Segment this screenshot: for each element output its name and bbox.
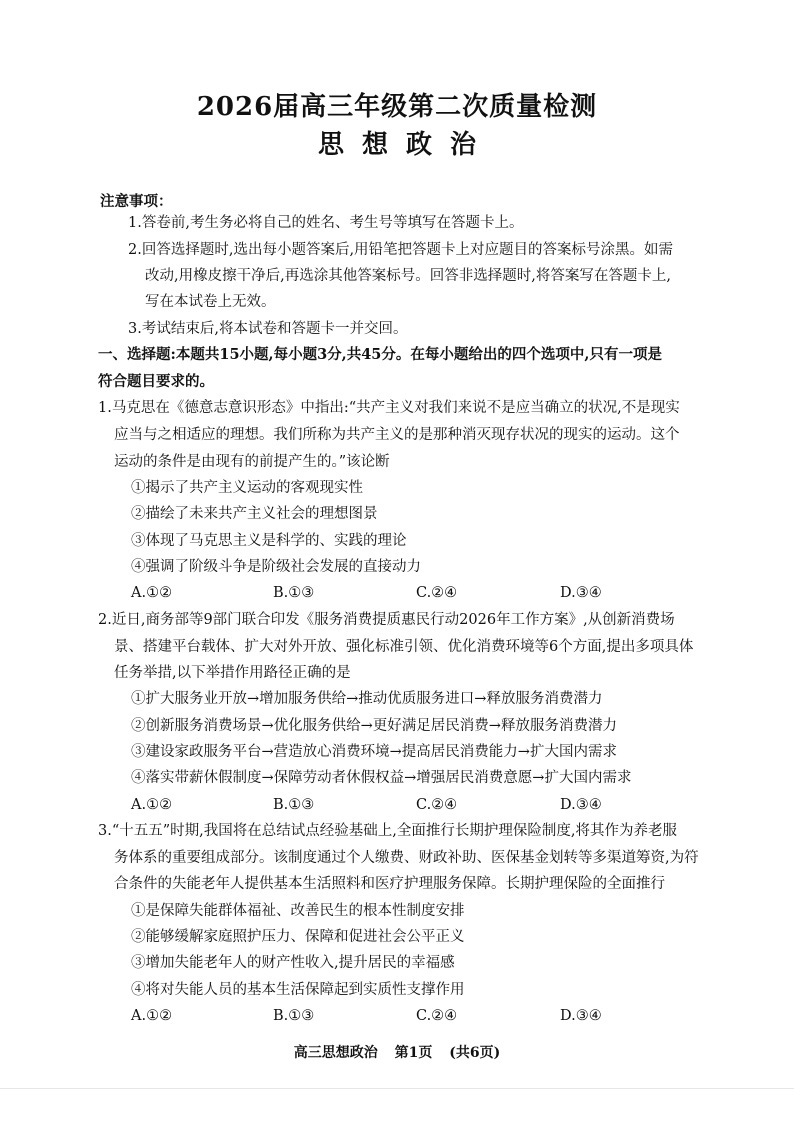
question-3-stem: 合条件的失能老年人提供基本生活照料和医疗护理服务保障。长期护理保险的全面推行 [114, 876, 665, 892]
choice-d[interactable]: D.③④ [560, 797, 602, 813]
question-3-item: ④将对失能人员的基本生活保障起到实质性支撑作用 [131, 982, 465, 998]
choice-b[interactable]: B.①③ [273, 585, 315, 601]
notice-line: 改动,用橡皮擦干净后,再选涂其他答案标号。回答非选择题时,将答案写在答题卡上, [145, 268, 671, 284]
choice-a[interactable]: A.①② [131, 585, 173, 601]
bottom-divider [0, 1088, 794, 1089]
question-2-choices [131, 795, 651, 815]
question-2-item: ③建设家政服务平台→营造放心消费环境→提高居民消费能力→扩大国内需求 [131, 744, 617, 760]
question-3-stem: 3.“十五五”时期,我国将在总结试点经验基础上,全面推行长期护理保险制度,将其作为养老服 [98, 823, 677, 839]
question-1-item: ②描绘了未来共产主义社会的理想图景 [131, 506, 378, 522]
question-1-stem: 运动的条件是由现有的前提产生的。”该论断 [114, 454, 390, 470]
question-1-item: ①揭示了共产主义运动的客观现实性 [131, 480, 363, 496]
question-1-item: ③体现了马克思主义是科学的、实践的理论 [131, 533, 407, 549]
notice-heading: 注意事项： [100, 193, 173, 210]
choice-a[interactable]: A.①② [131, 1008, 173, 1024]
question-3-item: ②能够缓解家庭照护压力、保障和促进社会公平正义 [131, 929, 465, 945]
section-heading-cont: 符合题目要求的。 [98, 373, 214, 390]
section-heading: 一、选择题:本题共15小题,每小题3分,共45分。在每小题给出的四个选项中,只有一项是 [98, 346, 662, 363]
choice-c[interactable]: C.②④ [416, 1008, 458, 1024]
choice-c[interactable]: C.②④ [416, 585, 458, 601]
question-3-stem: 务体系的重要组成部分。该制度通过个人缴费、财政补助、医保基金划转等多渠道筹资,为符 [114, 850, 699, 866]
footer-total-pages: (共6页) [449, 1045, 501, 1061]
question-2-item: ②创新服务消费场景→优化服务供给→更好满足居民消费→释放服务消费潜力 [131, 718, 617, 734]
question-2-stem: 2.近日,商务部等9部门联合印发《服务消费提质惠民行动2026年工作方案》,从创新消费场 [98, 612, 675, 628]
question-2-item: ④落实带薪休假制度→保障劳动者休假权益→增强居民消费意愿→扩大国内需求 [131, 770, 632, 786]
footer-subject: 高三思想政治 [293, 1045, 378, 1061]
notice-line: 2.回答选择题时,选出每小题答案后,用铅笔把答题卡上对应题目的答案标号涂黑。如需 [128, 242, 674, 258]
subject-title: 思想政治 [317, 130, 494, 160]
question-1-choices [131, 583, 651, 603]
choice-b[interactable]: B.①③ [273, 1008, 315, 1024]
choice-b[interactable]: B.①③ [273, 797, 315, 813]
notice-line: 3.考试结束后,将本试卷和答题卡一并交回。 [128, 321, 408, 337]
question-2-stem: 景、搭建平台载体、扩大对外开放、强化标准引领、优化消费环境等6个方面,提出多项具体 [114, 639, 694, 655]
choice-d[interactable]: D.③④ [560, 1008, 602, 1024]
question-2-item: ①扩大服务业开放→增加服务供给→推动优质服务进口→释放服务消费潜力 [131, 691, 603, 707]
question-3-item: ①是保障失能群体福祉、改善民生的根本性制度安排 [131, 903, 465, 919]
question-3-choices [131, 1006, 651, 1026]
question-2-stem: 任务举措,以下举措作用路径正确的是 [114, 665, 351, 681]
question-1-stem: 1.马克思在《德意志意识形态》中指出:“共产主义对我们来说不是应当确立的状况,不是现实 [98, 400, 680, 416]
footer-page-number: 第1页 [394, 1045, 433, 1061]
question-1-item: ④强调了阶级斗争是阶级社会发展的直接动力 [131, 559, 421, 575]
choice-c[interactable]: C.②④ [416, 797, 458, 813]
page-footer [0, 1042, 794, 1062]
notice-line: 1.答卷前,考生务必将自己的姓名、考生号等填写在答题卡上。 [128, 215, 524, 231]
choice-a[interactable]: A.①② [131, 797, 173, 813]
question-1-stem: 应当与之相适应的理想。我们所称为共产主义的是那种消灭现存状况的现实的运动。这个 [114, 427, 680, 443]
notice-line: 写在本试卷上无效。 [145, 294, 276, 310]
choice-d[interactable]: D.③④ [560, 585, 602, 601]
exam-title: 2026届高三年级第二次质量检测 [196, 92, 598, 122]
question-3-item: ③增加失能老年人的财产性收入,提升居民的幸福感 [131, 955, 455, 971]
